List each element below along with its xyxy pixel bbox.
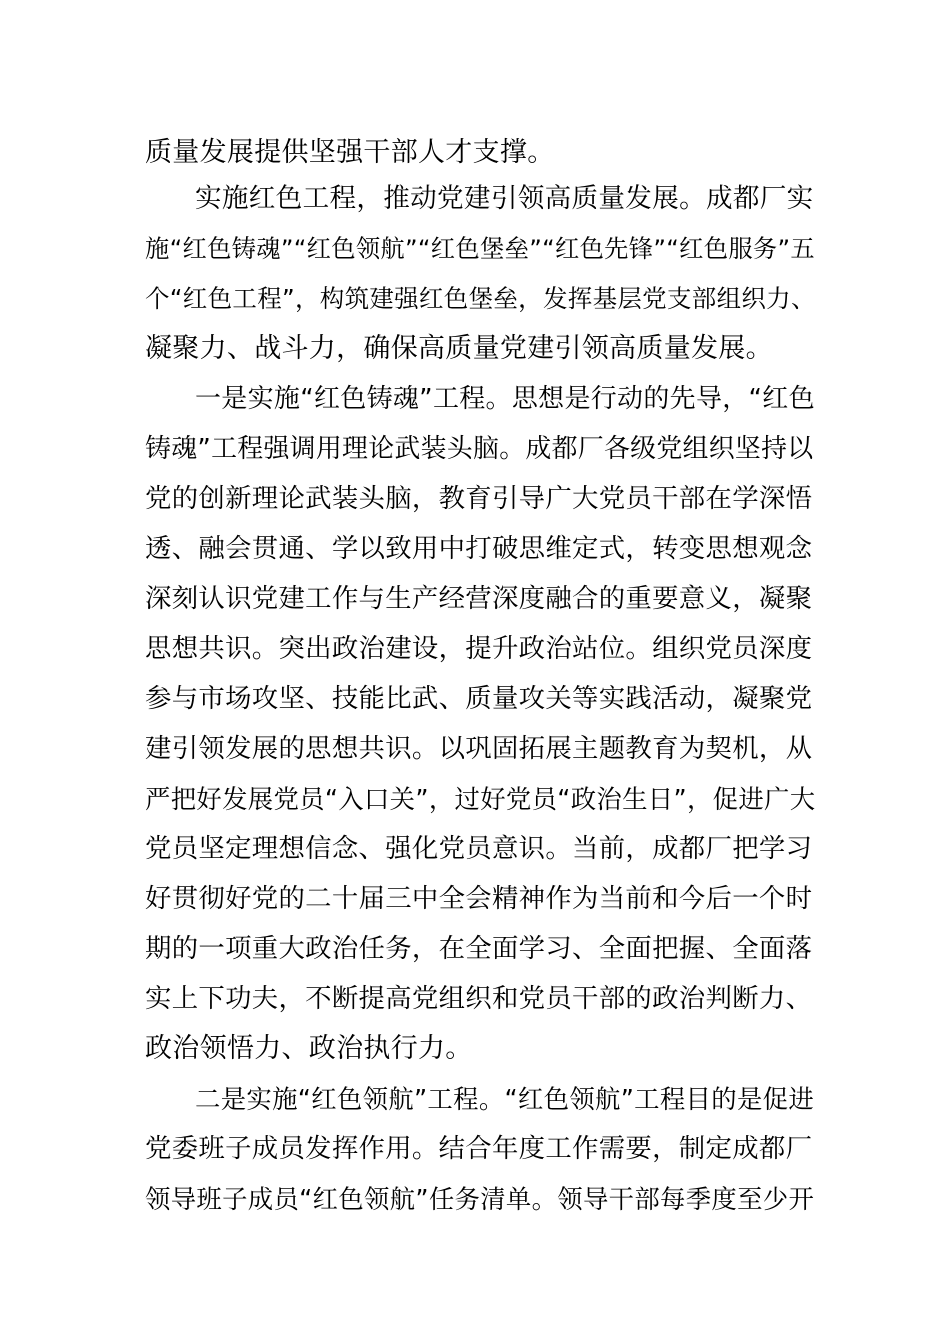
text-line: 深刻认识党建工作与生产经营深度融合的重要意义，凝聚 [145, 583, 813, 614]
text-line: 领导班子成员“红色领航”任务清单。领导干部每季度至少开 [145, 1184, 815, 1214]
text-line: 党的创新理论武装头脑，教育引导广大党员干部在学深悟 [145, 483, 813, 514]
text-line: 政治领悟力、政治执行力。 [145, 1033, 473, 1064]
paragraph-first-line: 一是实施“红色铸魂”工程。思想是行动的先导，“红色 [195, 384, 815, 414]
text-line: 党委班子成员发挥作用。结合年度工作需要，制定成都厂 [145, 1133, 813, 1164]
text-line: 施“红色铸魂”“红色领航”“红色堡垒”“红色先锋”“红色服务”五 [145, 234, 816, 263]
paragraph-first-line: 二是实施“红色领航”工程。“红色领航”工程目的是促进 [195, 1084, 815, 1114]
text-line: 严把好发展党员“入口关”，过好党员“政治生日”，促进广大 [145, 784, 816, 814]
text-line: 个“红色工程”，构筑建强红色堡垒，发挥基层党支部组织力、 [145, 284, 816, 313]
text-line: 参与市场攻坚、技能比武、质量攻关等实践活动，凝聚党 [145, 683, 813, 714]
text-line: 思想共识。突出政治建设，提升政治站位。组织党员深度 [145, 633, 813, 664]
text-line: 期的一项重大政治任务，在全面学习、全面把握、全面落 [145, 933, 813, 964]
text-line: 凝聚力、战斗力，确保高质量党建引领高质量发展。 [145, 333, 773, 364]
text-line: 铸魂”工程强调用理论武装头脑。成都厂各级党组织坚持以 [145, 434, 814, 464]
text-line: 建引领发展的思想共识。以巩固拓展主题教育为契机，从 [145, 733, 813, 764]
text-line: 质量发展提供坚强干部人才支撑。 [145, 137, 555, 168]
text-line: 党员坚定理想信念、强化党员意识。当前，成都厂把学习 [145, 833, 813, 864]
text-line: 透、融会贯通、学以致用中打破思维定式，转变思想观念 [145, 533, 813, 564]
text-line: 好贯彻好党的二十届三中全会精神作为当前和今后一个时 [145, 883, 813, 914]
paragraph-first-line: 实施红色工程，推动党建引领高质量发展。成都厂实 [195, 183, 814, 214]
text-line: 实上下功夫，不断提高党组织和党员干部的政治判断力、 [145, 983, 813, 1014]
